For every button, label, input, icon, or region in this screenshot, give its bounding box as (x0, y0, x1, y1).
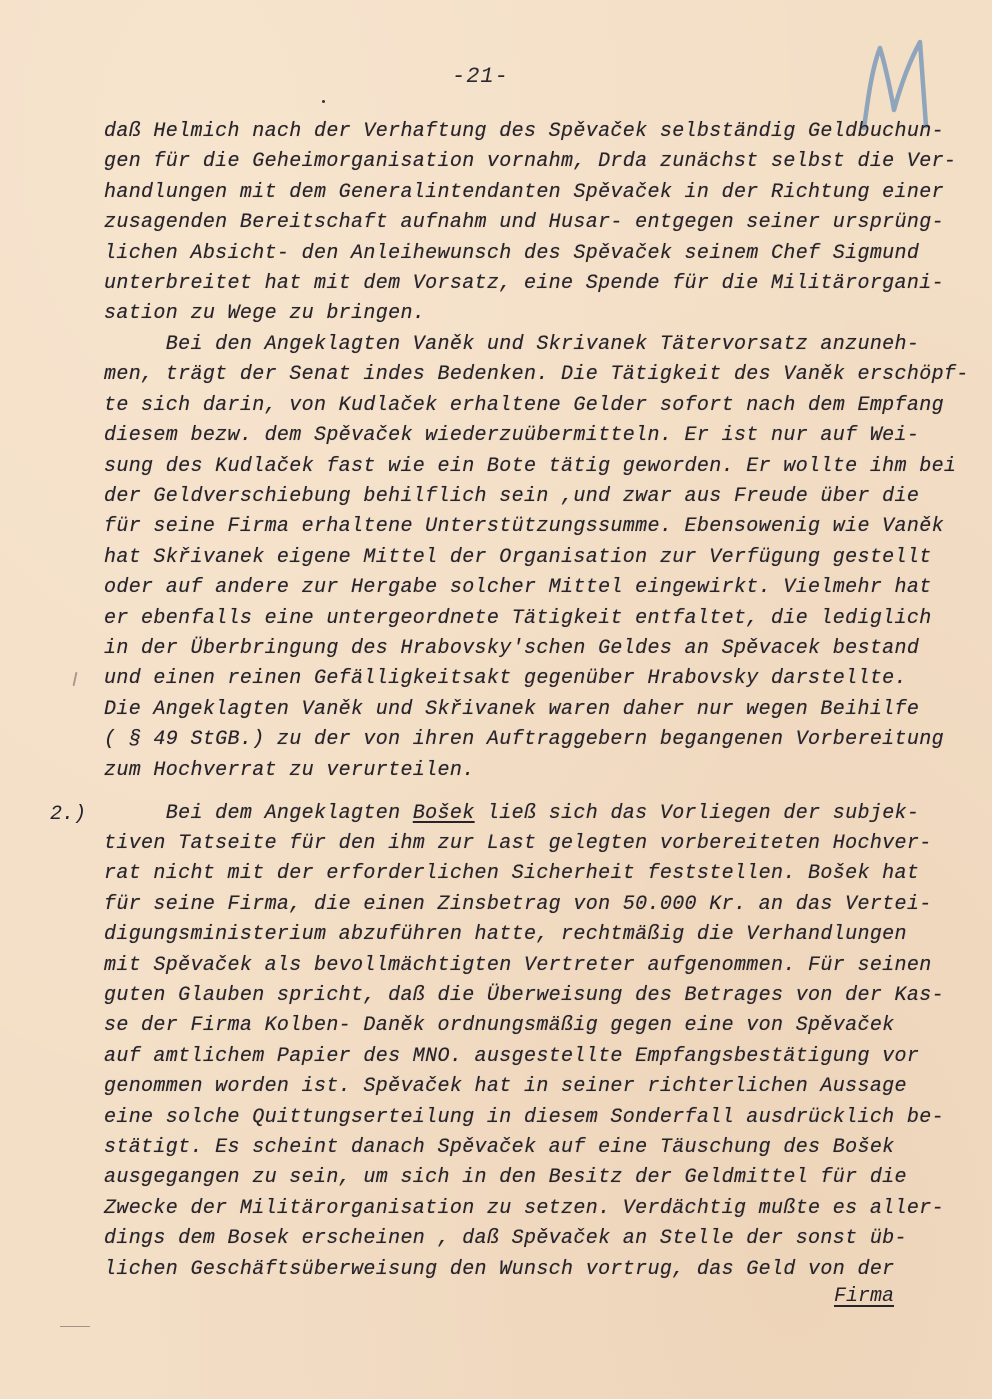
text-line: er ebenfalls eine untergeordnete Tätigkeit entfaltet, die lediglich (104, 606, 932, 630)
margin-mark (73, 672, 78, 686)
text-line: lichen Geschäftsüberweisung den Wunsch vortrug, das Geld von der (104, 1257, 895, 1281)
paragraph-3-first-line (104, 803, 919, 825)
text-line: men, trägt der Senat indes Bedenken. Die Tätigkeit des Vaněk erschöpf- (104, 363, 969, 387)
defendant-name: Bošek (412, 802, 475, 825)
page-number: -21- (452, 64, 509, 89)
ink-dot (322, 100, 325, 103)
text-line: gen für die Geheimorganisation vornahm, Drda zunächst selbst die Ver- (104, 150, 957, 174)
catchword: Firma (834, 1285, 895, 1308)
text-line: guten Glauben spricht, daß die Überweisung des Betrages von der Kas- (104, 984, 944, 1007)
text-line: in der Überbringung des Hrabovsky'schen Geldes an Spěvacek bestand (104, 637, 920, 660)
text-line: genommen worden ist. Spěvaček hat in seiner richterlichen Aussage (104, 1075, 907, 1099)
text-line: sung des Kudlaček fast wie ein Bote tätig geworden. Er wollte ihm bei (104, 454, 957, 478)
text-line: stätigt. Es scheint danach Spěvaček auf eine Täuschung des Bošek (104, 1136, 895, 1159)
text-line: daß Helmich nach der Verhaftung des Spěvaček selbständig Geldbuchun- (104, 120, 944, 143)
text-line: Die Angeklagten Vaněk und Skřivanek waren daher nur wegen Beihilfe (104, 697, 920, 721)
text-line: zum Hochverrat zu verurteilen. (104, 758, 475, 782)
text-line: tiven Tatseite für den ihm zur Last gelegten vorbereiteten Hochver- (104, 832, 932, 855)
text-line: sation zu Wege zu bringen. (104, 302, 426, 326)
text-line: unterbreitet hat mit dem Vorsatz, eine Spende für die Militärorgani- (104, 272, 944, 295)
text-line: Zwecke der Militärorganisation zu setzen. Verdächtig mußte es aller- (104, 1196, 944, 1220)
section-number: 2.) (50, 803, 87, 826)
text-line: rat nicht mit der erforderlichen Sicherheit feststellen. Bošek hat (104, 862, 920, 886)
text-line: der Geldverschiebung behilflich sein ,und zwar aus Freude über die (104, 485, 920, 508)
text-fragment: ließ sich das Vorliegen der subjek- (474, 802, 920, 825)
text-line: digungsministerium abzuführen hatte, rechtmäßig die Verhandlungen (104, 923, 907, 947)
text-line: mit Spěvaček als bevollmächtigten Vertreter aufgenommen. Für seinen (104, 953, 932, 977)
text-line: für seine Firma erhaltene Unterstützungssumme. Ebensowenig wie Vaněk (104, 515, 944, 539)
text-line: se der Firma Kolben- Daněk ordnungsmäßig gegen eine von Spěvaček (104, 1014, 895, 1038)
text-line: hat Skřivanek eigene Mittel der Organisation zur Verfügung gestellt (104, 545, 932, 569)
text-line: lichen Absicht- den Anleihewunsch des Spěvaček seinem Chef Sigmund (104, 241, 920, 265)
text-line: für seine Firma, die einen Zinsbetrag von 50.000 Kr. an das Vertei- (104, 892, 932, 916)
text-line: te sich darin, von Kudlaček erhaltene Gelder sofort nach dem Empfang (104, 393, 944, 417)
text-line: ( § 49 StGB.) zu der von ihren Auftraggebern begangenen Vorbereitung (104, 728, 944, 752)
text-line: und einen reinen Gefälligkeitsakt gegenüber Hrabovsky darstellte. (104, 667, 907, 691)
text-line: Bei den Angeklagten Vaněk und Skrivanek Tätervorsatz anzuneh- (104, 333, 920, 356)
text-line: oder auf andere zur Hergabe solcher Mittel eingewirkt. Vielmehr hat (104, 576, 932, 600)
text-line: eine solche Quittungserteilung in diesem Sonderfall ausdrücklich be- (104, 1105, 944, 1129)
margin-dash (60, 1326, 90, 1327)
text-fragment: Bei dem Angeklagten (104, 802, 413, 825)
text-line: ausgegangen zu sein, um sich in den Besitz der Geldmittel für die (104, 1166, 907, 1190)
text-line: handlungen mit dem Generalintendanten Spěvaček in der Richtung einer (104, 180, 944, 204)
text-line: diesem bezw. dem Spěvaček wiederzuübermitteln. Er ist nur auf Wei- (104, 424, 920, 448)
text-line: zusagenden Bereitschaft aufnahm und Husar- entgegen seiner ursprüng- (104, 211, 944, 235)
text-line: auf amtlichem Papier des MNO. ausgestellte Empfangsbestätigung vor (104, 1044, 920, 1068)
text-line: dings dem Bosek erscheinen , daß Spěvaček an Stelle der sonst üb- (104, 1227, 907, 1251)
